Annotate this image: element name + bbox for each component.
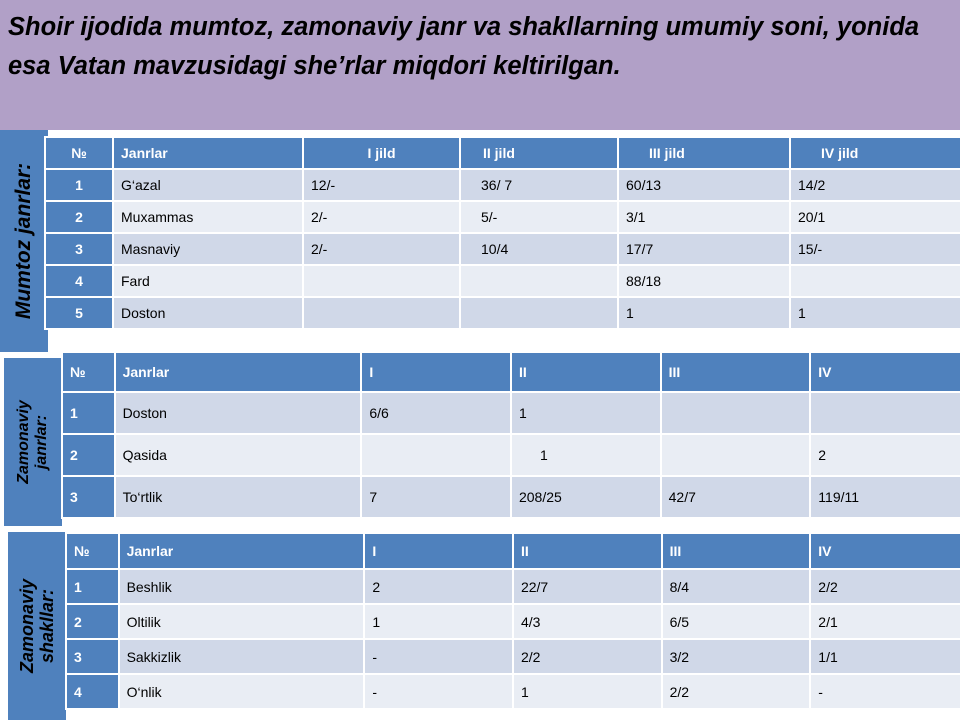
page-title: Shoir ijodida mumtoz, zamonaviy janr va shakllarning umumiy soni, yonida esa Vatan mavzusidagi she’rlar miqdori keltirilgan.	[8, 13, 920, 80]
col-janrlar: Janrlar	[114, 138, 302, 168]
row-number-cell: 1	[46, 170, 112, 200]
value-cell: -	[365, 675, 512, 708]
table-row	[46, 170, 960, 200]
genre-name-cell: Fard	[114, 266, 302, 296]
row-number-cell: 1	[63, 393, 114, 433]
value-cell: 208/25	[512, 477, 660, 517]
genre-name-cell: Qasida	[116, 435, 361, 475]
table-row	[63, 477, 960, 517]
row-number-cell: 3	[46, 234, 112, 264]
table-row	[67, 640, 960, 673]
title-band	[0, 0, 960, 130]
genre-name-cell: Muxammas	[114, 202, 302, 232]
genre-name-cell: Doston	[114, 298, 302, 328]
col-iv-jild: IV jild	[791, 138, 960, 168]
genre-name-cell: To‘rtlik	[116, 477, 361, 517]
genre-name-cell: O‘nlik	[120, 675, 364, 708]
value-cell	[662, 393, 810, 433]
table-header-row	[63, 353, 960, 391]
value-cell: 42/7	[662, 477, 810, 517]
col-ii: II	[512, 353, 660, 391]
value-cell: 15/-	[791, 234, 960, 264]
value-cell: 36/ 7	[461, 170, 617, 200]
col-janrlar: Janrlar	[120, 534, 364, 568]
table-header-row	[46, 138, 960, 168]
table-row	[46, 266, 960, 296]
row-number-cell: 2	[63, 435, 114, 475]
value-cell: 2	[365, 570, 512, 603]
table-row	[63, 393, 960, 433]
table-row	[67, 675, 960, 708]
col-number: №	[67, 534, 118, 568]
col-iv: IV	[811, 534, 960, 568]
value-cell: 1	[791, 298, 960, 328]
value-cell	[791, 266, 960, 296]
value-cell: 60/13	[619, 170, 789, 200]
value-cell	[304, 298, 459, 328]
table-zamonaviy-janrlar	[61, 351, 960, 519]
col-number: №	[46, 138, 112, 168]
table-row	[67, 570, 960, 603]
col-i: I	[365, 534, 512, 568]
value-cell: 3/2	[663, 640, 810, 673]
genre-name-cell: Doston	[116, 393, 361, 433]
section-label-mumtoz	[0, 130, 48, 352]
row-number-cell: 1	[67, 570, 118, 603]
table-row	[63, 435, 960, 475]
table-row	[67, 605, 960, 638]
col-ii: II	[514, 534, 661, 568]
value-cell: 2/1	[811, 605, 960, 638]
table-row	[46, 298, 960, 328]
value-cell: 1	[514, 675, 661, 708]
col-iii-jild: III jild	[619, 138, 789, 168]
genre-name-cell: G‘azal	[114, 170, 302, 200]
value-cell: 2/2	[663, 675, 810, 708]
value-cell: -	[811, 675, 960, 708]
value-cell: 8/4	[663, 570, 810, 603]
table-header-row	[67, 534, 960, 568]
value-cell	[362, 435, 510, 475]
section-label-zamonaviy-janrlar	[4, 358, 62, 526]
row-number-cell: 2	[46, 202, 112, 232]
col-janrlar: Janrlar	[116, 353, 361, 391]
row-number-cell: 2	[67, 605, 118, 638]
value-cell	[304, 266, 459, 296]
value-cell: 20/1	[791, 202, 960, 232]
value-cell: 2	[811, 435, 960, 475]
table-row	[46, 234, 960, 264]
value-cell: 2/2	[811, 570, 960, 603]
col-i: I	[362, 353, 510, 391]
value-cell: 14/2	[791, 170, 960, 200]
value-cell: 2/2	[514, 640, 661, 673]
genre-name-cell: Sakkizlik	[120, 640, 364, 673]
row-number-cell: 4	[67, 675, 118, 708]
value-cell: 1	[512, 393, 660, 433]
row-number-cell: 3	[67, 640, 118, 673]
value-cell: 1	[619, 298, 789, 328]
value-cell: 22/7	[514, 570, 661, 603]
value-cell: 2/-	[304, 234, 459, 264]
genre-name-cell: Oltilik	[120, 605, 364, 638]
table-row	[46, 202, 960, 232]
row-number-cell: 3	[63, 477, 114, 517]
value-cell: 1/1	[811, 640, 960, 673]
genre-name-cell: Masnaviy	[114, 234, 302, 264]
col-ii-jild: II jild	[461, 138, 617, 168]
value-cell: 119/11	[811, 477, 960, 517]
value-cell	[662, 435, 810, 475]
row-number-cell: 4	[46, 266, 112, 296]
value-cell: 4/3	[514, 605, 661, 638]
value-cell: 6/5	[663, 605, 810, 638]
col-number: №	[63, 353, 114, 391]
value-cell: 7	[362, 477, 510, 517]
value-cell: 1	[365, 605, 512, 638]
col-i-jild: I jild	[304, 138, 459, 168]
value-cell	[811, 393, 960, 433]
col-iii: III	[662, 353, 810, 391]
value-cell	[461, 266, 617, 296]
value-cell: 10/4	[461, 234, 617, 264]
value-cell: 12/-	[304, 170, 459, 200]
value-cell: 3/1	[619, 202, 789, 232]
table-zamonaviy-shakllar	[65, 532, 960, 710]
section-label-zamonaviy-shakllar	[8, 532, 66, 720]
value-cell: 88/18	[619, 266, 789, 296]
value-cell: 5/-	[461, 202, 617, 232]
table-mumtoz-janrlar	[44, 136, 960, 330]
section-label-text: Zamonaviy janrlar:	[15, 400, 50, 484]
col-iv: IV	[811, 353, 960, 391]
value-cell	[461, 298, 617, 328]
section-label-text: Mumtoz janrlar:	[12, 162, 35, 320]
section-label-text: Zamonaviy shakllar:	[17, 578, 58, 674]
col-iii: III	[663, 534, 810, 568]
row-number-cell: 5	[46, 298, 112, 328]
genre-name-cell: Beshlik	[120, 570, 364, 603]
value-cell: -	[365, 640, 512, 673]
value-cell: 6/6	[362, 393, 510, 433]
value-cell: 2/-	[304, 202, 459, 232]
value-cell: 17/7	[619, 234, 789, 264]
value-cell: 1	[512, 435, 660, 475]
